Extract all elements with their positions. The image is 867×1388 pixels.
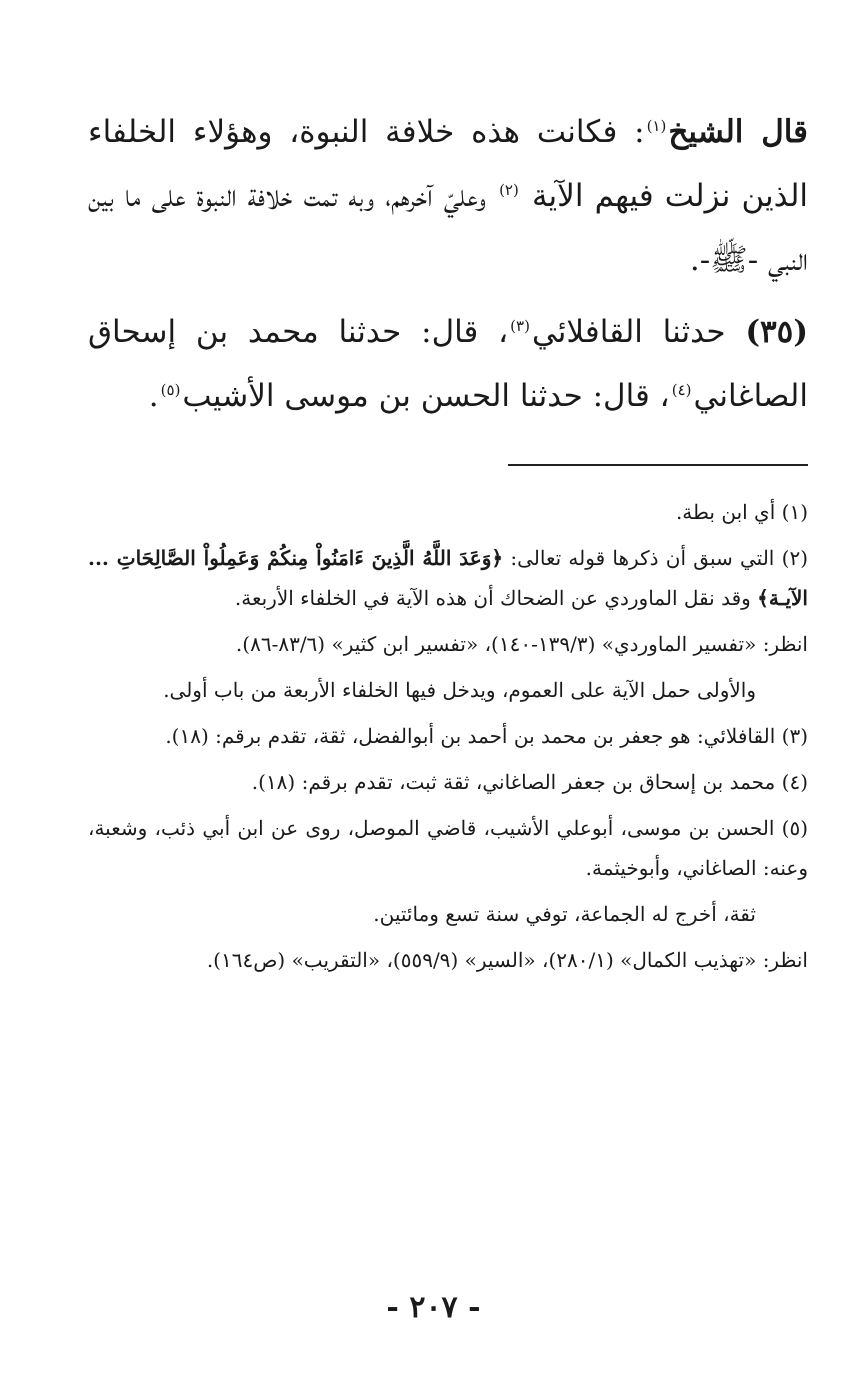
paragraph-text: ، قال: حدثنا الحسن بن موسى الأشيب — [182, 378, 670, 414]
footnote-ref-3[interactable]: (٣) — [510, 316, 530, 335]
page-body — [88, 100, 808, 980]
quran-verse: ﴿وَعَدَ اللَّهُ الَّذِينَ ءَامَنُواْ مِنكُمْ وَعَمِلُواْ الصَّالِحَاتِ ... الآيـة﴾ — [88, 546, 808, 610]
paragraph-text: : فكانت هذه خلافة النبوة، وهؤلاء الخلفاء الذين نزلت فيهم الآية — [88, 114, 809, 214]
bold-lead: قال الشيخ — [668, 114, 808, 150]
footnote-ref-5[interactable]: (٥) — [160, 380, 181, 399]
footnote-5-reference: انظر: «تهذيب الكمال» (٢٨٠/١)، «السير» (٥٥٩/٩)، «التقريب» (ص١٦٤). — [206, 948, 808, 972]
footnote-divider-wrap — [88, 428, 808, 492]
footnote-ref-1[interactable]: (١) — [646, 116, 667, 135]
paragraph-sheikh — [88, 100, 808, 292]
footnote-ref-2[interactable]: (٢) — [499, 180, 519, 199]
footnote-1: (١) أي ابن بطة. — [675, 500, 808, 524]
footnote-2-rest: وقد نقل الماوردي عن الضحاك أن هذه الآية في الخلفاء الأربعة. — [234, 586, 751, 610]
footnote-4: (٤) محمد بن إسحاق بن جعفر الصاغاني، ثقة ثبت، تقدم برقم: (١٨). — [251, 770, 808, 794]
page-number: - ٢٠٧ - — [386, 1290, 481, 1325]
footnote-3: (٣) القافلائي: هو جعفر بن محمد بن أحمد بن أبوالفضل، ثقة، تقدم برقم: (١٨). — [165, 724, 808, 748]
footnote-2 — [88, 538, 808, 618]
paragraph-text: . — [148, 378, 159, 414]
paragraph-text: حدثنا القافلائي — [531, 314, 726, 350]
paragraph-text: وعليّ آخرهم، وبه تمت خلافة النبوة على ما بين النبي -ﷺ-. — [88, 178, 808, 278]
paragraph-text: ، قال: حدثنا محمد بن إسحاق الصاغاني — [88, 314, 808, 414]
footnote-5-note: ثقة، أخرج له الجماعة، توفي سنة تسع ومائتين. — [373, 902, 756, 926]
footnote-ref-4[interactable]: (٤) — [671, 380, 692, 399]
footnote-5: (٥) الحسن بن موسى، أبوعلي الأشيب، قاضي الموصل، روى عن ابن أبي ذئب، وشعبة، وعنه: الصاغاني، وأبوخيثمة. — [88, 816, 808, 880]
footnote-2-reference: انظر: «تفسير الماوردي» (١٣٩/٣-١٤٠)، «تفسير ابن كثير» (٨٣/٦-٨٦). — [235, 632, 808, 656]
footnote-divider — [508, 464, 808, 466]
hadith-number: (٣٥) — [745, 314, 809, 350]
footnote-2-lead: (٢) التي سبق أن ذكرها قوله تعالى: — [510, 546, 808, 570]
footnote-2-note: والأولى حمل الآية على العموم، ويدخل فيها الخلفاء الأربعة من باب أولى. — [163, 678, 756, 702]
paragraph-hadith-35 — [88, 300, 808, 428]
